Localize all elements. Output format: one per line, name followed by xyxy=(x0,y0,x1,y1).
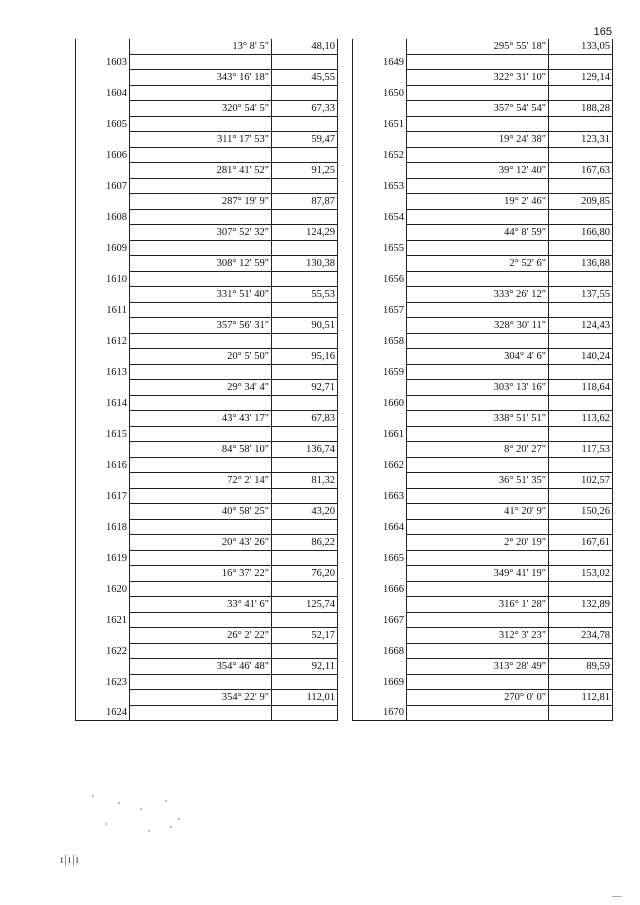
point-number: 1664 xyxy=(353,504,407,535)
point-number: 1612 xyxy=(76,318,130,349)
point-number: 1605 xyxy=(76,101,130,132)
empty-cell xyxy=(130,365,272,380)
point-number: 1621 xyxy=(76,597,130,628)
measurement-row xyxy=(76,194,338,210)
direction-angle: 40° 58' 25" xyxy=(130,504,272,520)
direction-angle: 338° 51' 51" xyxy=(407,411,549,427)
distance-value: 45,55 xyxy=(272,70,338,86)
empty-cell xyxy=(272,675,338,690)
distance-value: 124,43 xyxy=(549,318,613,334)
empty-cell xyxy=(549,675,613,690)
distance-value: 117,53 xyxy=(549,442,613,458)
measurement-row xyxy=(76,535,338,551)
scan-speck xyxy=(165,800,167,802)
measurement-row xyxy=(353,225,613,241)
coordinate-table-left xyxy=(75,39,338,721)
empty-cell xyxy=(407,86,549,101)
empty-cell xyxy=(272,489,338,504)
direction-angle: 19° 2' 46" xyxy=(407,194,549,210)
distance-value: 48,10 xyxy=(272,39,338,55)
empty-cell xyxy=(130,520,272,535)
measurement-row xyxy=(76,442,338,458)
empty-cell xyxy=(549,582,613,597)
direction-angle: 41° 20' 9" xyxy=(407,504,549,520)
empty-cell xyxy=(272,210,338,225)
direction-angle: 26° 2' 22" xyxy=(130,628,272,644)
distance-value: 52,17 xyxy=(272,628,338,644)
direction-angle: 349° 41' 19" xyxy=(407,566,549,582)
distance-value: 43,20 xyxy=(272,504,338,520)
empty-cell xyxy=(407,334,549,349)
scan-speck xyxy=(148,830,150,832)
direction-angle: 20° 5' 50" xyxy=(130,349,272,365)
direction-angle: 2° 20' 19" xyxy=(407,535,549,551)
direction-angle: 354° 46' 48" xyxy=(130,659,272,675)
direction-angle: 333° 26' 12" xyxy=(407,287,549,303)
empty-cell xyxy=(407,675,549,690)
point-number: 1614 xyxy=(76,380,130,411)
distance-value: 125,74 xyxy=(272,597,338,613)
measurement-row xyxy=(353,256,613,272)
distance-value: 81,32 xyxy=(272,473,338,489)
empty-cell xyxy=(549,427,613,442)
direction-angle: 2° 52' 6" xyxy=(407,256,549,272)
point-number: 1619 xyxy=(76,535,130,566)
empty-cell xyxy=(549,334,613,349)
measurement-row xyxy=(353,163,613,179)
direction-angle: 13° 8' 5" xyxy=(130,39,272,55)
direction-angle: 16° 37' 22" xyxy=(130,566,272,582)
scan-speck xyxy=(178,818,180,820)
point-number: 1613 xyxy=(76,349,130,380)
point-number: 1654 xyxy=(353,194,407,225)
empty-cell xyxy=(407,706,549,721)
direction-angle: 43° 43' 17" xyxy=(130,411,272,427)
empty-cell xyxy=(130,489,272,504)
direction-angle: 20° 43' 26" xyxy=(130,535,272,551)
direction-angle: 33° 41' 6" xyxy=(130,597,272,613)
empty-cell xyxy=(549,706,613,721)
point-number: 1606 xyxy=(76,132,130,163)
empty-cell xyxy=(272,303,338,318)
point-number: 1651 xyxy=(353,101,407,132)
empty-cell xyxy=(130,241,272,256)
empty-cell xyxy=(272,365,338,380)
measurement-row xyxy=(76,566,338,582)
distance-value: 136,88 xyxy=(549,256,613,272)
empty-cell xyxy=(407,241,549,256)
measurement-row xyxy=(353,473,613,489)
measurement-row xyxy=(76,659,338,675)
measurement-row xyxy=(353,349,613,365)
empty-cell xyxy=(130,334,272,349)
measurement-row xyxy=(353,690,613,706)
distance-value: 133,05 xyxy=(549,39,613,55)
point-number: 1615 xyxy=(76,411,130,442)
empty-cell xyxy=(272,458,338,473)
empty-cell xyxy=(130,117,272,132)
distance-value: 167,61 xyxy=(549,535,613,551)
scan-speck xyxy=(105,823,107,825)
direction-angle: 343° 16' 18" xyxy=(130,70,272,86)
measurement-row xyxy=(76,628,338,644)
point-number: 1663 xyxy=(353,473,407,504)
point-number: 1670 xyxy=(353,690,407,721)
measurement-row xyxy=(353,318,613,334)
point-number: 1661 xyxy=(353,411,407,442)
distance-value: 129,14 xyxy=(549,70,613,86)
empty-cell xyxy=(130,210,272,225)
distance-value: 132,89 xyxy=(549,597,613,613)
measurement-row xyxy=(76,39,338,55)
empty-cell xyxy=(549,241,613,256)
measurement-row xyxy=(76,318,338,334)
measurement-row xyxy=(353,535,613,551)
distance-value: 90,51 xyxy=(272,318,338,334)
measurement-row xyxy=(353,442,613,458)
point-number: 1608 xyxy=(76,194,130,225)
distance-value: 102,57 xyxy=(549,473,613,489)
point-number: 1620 xyxy=(76,566,130,597)
direction-angle: 311° 17' 53" xyxy=(130,132,272,148)
empty-cell xyxy=(272,582,338,597)
distance-value: 112,01 xyxy=(272,690,338,706)
empty-cell xyxy=(130,613,272,628)
direction-angle: 29° 34' 4" xyxy=(130,380,272,396)
point-number: 1622 xyxy=(76,628,130,659)
point-number: 1657 xyxy=(353,287,407,318)
empty-cell xyxy=(130,86,272,101)
measurement-row xyxy=(76,101,338,117)
point-number: 1666 xyxy=(353,566,407,597)
empty-cell xyxy=(407,117,549,132)
empty-cell xyxy=(130,55,272,70)
direction-angle: 331° 51' 40" xyxy=(130,287,272,303)
point-number: 1609 xyxy=(76,225,130,256)
distance-value: 76,20 xyxy=(272,566,338,582)
empty-cell xyxy=(549,644,613,659)
distance-value: 113,62 xyxy=(549,411,613,427)
point-number: 1669 xyxy=(353,659,407,690)
distance-value: 55,53 xyxy=(272,287,338,303)
measurement-row xyxy=(353,132,613,148)
measurement-row xyxy=(76,473,338,489)
direction-angle: 303° 13' 16" xyxy=(407,380,549,396)
empty-cell xyxy=(549,396,613,411)
empty-cell xyxy=(272,117,338,132)
distance-value: 137,55 xyxy=(549,287,613,303)
measurement-row xyxy=(353,70,613,86)
measurement-row xyxy=(76,504,338,520)
measurement-row xyxy=(76,225,338,241)
distance-value: 234,78 xyxy=(549,628,613,644)
distance-value: 95,16 xyxy=(272,349,338,365)
empty-cell xyxy=(549,210,613,225)
empty-cell xyxy=(407,55,549,70)
empty-cell xyxy=(130,148,272,163)
direction-angle: 313° 28' 49" xyxy=(407,659,549,675)
direction-angle: 357° 54' 54" xyxy=(407,101,549,117)
point-number: 1667 xyxy=(353,597,407,628)
distance-value: 130,38 xyxy=(272,256,338,272)
distance-value: 91,25 xyxy=(272,163,338,179)
distance-value: 86,22 xyxy=(272,535,338,551)
distance-value: 67,83 xyxy=(272,411,338,427)
measurement-row xyxy=(76,70,338,86)
direction-angle: 270° 0' 0" xyxy=(407,690,549,706)
direction-angle: 322° 31' 10" xyxy=(407,70,549,86)
empty-cell xyxy=(130,675,272,690)
distance-value: 209,85 xyxy=(549,194,613,210)
point-number: 1610 xyxy=(76,256,130,287)
empty-cell xyxy=(272,334,338,349)
measurement-row xyxy=(353,194,613,210)
distance-value: 92,11 xyxy=(272,659,338,675)
direction-angle: 320° 54' 5" xyxy=(130,101,272,117)
direction-angle: 36° 51' 35" xyxy=(407,473,549,489)
empty-cell xyxy=(549,613,613,628)
measurement-row xyxy=(76,380,338,396)
measurement-row xyxy=(76,132,338,148)
empty-cell xyxy=(130,706,272,721)
empty-cell xyxy=(407,365,549,380)
empty-cell xyxy=(130,272,272,287)
empty-cell xyxy=(549,86,613,101)
empty-cell xyxy=(272,520,338,535)
measurement-row xyxy=(353,566,613,582)
point-number: 1650 xyxy=(353,70,407,101)
scan-speck xyxy=(170,826,172,828)
direction-angle: 84° 58' 10" xyxy=(130,442,272,458)
empty-cell xyxy=(549,365,613,380)
direction-angle: 328° 30' 11" xyxy=(407,318,549,334)
measurement-row xyxy=(76,597,338,613)
point-number: 1611 xyxy=(76,287,130,318)
point-number: 1616 xyxy=(76,442,130,473)
empty-cell xyxy=(407,210,549,225)
empty-cell xyxy=(272,241,338,256)
point-number: 1652 xyxy=(353,132,407,163)
empty-cell xyxy=(407,396,549,411)
measurement-row xyxy=(353,287,613,303)
empty-cell xyxy=(272,551,338,566)
empty-cell xyxy=(130,582,272,597)
distance-value: 167,63 xyxy=(549,163,613,179)
empty-cell xyxy=(272,272,338,287)
empty-cell xyxy=(549,55,613,70)
distance-value: 112,81 xyxy=(549,690,613,706)
measurement-row xyxy=(353,597,613,613)
point-number: 1655 xyxy=(353,225,407,256)
point-number: 1604 xyxy=(76,70,130,101)
empty-cell xyxy=(549,489,613,504)
point-number: 1659 xyxy=(353,349,407,380)
empty-cell xyxy=(272,396,338,411)
empty-cell xyxy=(407,179,549,194)
measurement-row xyxy=(353,39,613,55)
direction-angle: 39° 12' 40" xyxy=(407,163,549,179)
empty-cell xyxy=(549,303,613,318)
measurement-row xyxy=(353,411,613,427)
measurement-row xyxy=(353,101,613,117)
measurement-row xyxy=(76,690,338,706)
direction-angle: 357° 56' 31" xyxy=(130,318,272,334)
distance-value: 124,29 xyxy=(272,225,338,241)
point-number: 1617 xyxy=(76,473,130,504)
empty-cell xyxy=(130,458,272,473)
scan-speck xyxy=(140,808,142,810)
distance-value: 153,02 xyxy=(549,566,613,582)
distance-value: 136,74 xyxy=(272,442,338,458)
point-number: 1665 xyxy=(353,535,407,566)
direction-angle: 287° 19' 9" xyxy=(130,194,272,210)
point-number: 1624 xyxy=(76,690,130,721)
empty-cell xyxy=(272,644,338,659)
point-number: 1668 xyxy=(353,628,407,659)
point-number: 1618 xyxy=(76,504,130,535)
coordinate-table-right xyxy=(352,39,613,721)
direction-angle: 304° 4' 6" xyxy=(407,349,549,365)
page-number: 165 xyxy=(593,26,612,38)
point-number: 1649 xyxy=(353,39,407,70)
point-number: 1623 xyxy=(76,659,130,690)
scan-mark: ı|ı|ı xyxy=(60,852,80,866)
distance-value: 140,24 xyxy=(549,349,613,365)
scan-speck xyxy=(118,802,120,804)
direction-angle: 44° 8' 59" xyxy=(407,225,549,241)
empty-cell xyxy=(549,272,613,287)
empty-cell xyxy=(130,303,272,318)
empty-cell xyxy=(272,427,338,442)
measurement-row xyxy=(76,349,338,365)
empty-cell xyxy=(549,520,613,535)
empty-cell xyxy=(407,489,549,504)
empty-cell xyxy=(407,272,549,287)
direction-angle: 19° 24' 38" xyxy=(407,132,549,148)
point-number: 1603 xyxy=(76,39,130,70)
direction-angle: 316° 1' 28" xyxy=(407,597,549,613)
direction-angle: 295° 55' 18" xyxy=(407,39,549,55)
distance-value: 67,33 xyxy=(272,101,338,117)
empty-cell xyxy=(549,148,613,163)
point-number: 1660 xyxy=(353,380,407,411)
distance-value: 150,26 xyxy=(549,504,613,520)
empty-cell xyxy=(407,551,549,566)
point-number: 1662 xyxy=(353,442,407,473)
direction-angle: 307° 52' 32" xyxy=(130,225,272,241)
distance-value: 87,87 xyxy=(272,194,338,210)
empty-cell xyxy=(407,520,549,535)
scan-speck xyxy=(92,795,94,797)
measurement-row xyxy=(353,504,613,520)
empty-cell xyxy=(130,427,272,442)
empty-cell xyxy=(407,613,549,628)
point-number: 1658 xyxy=(353,318,407,349)
measurement-row xyxy=(76,163,338,179)
empty-cell xyxy=(130,396,272,411)
direction-angle: 281° 41' 52" xyxy=(130,163,272,179)
empty-cell xyxy=(272,706,338,721)
distance-value: 118,64 xyxy=(549,380,613,396)
empty-cell xyxy=(130,644,272,659)
empty-cell xyxy=(407,303,549,318)
empty-cell xyxy=(549,551,613,566)
measurement-row xyxy=(353,380,613,396)
empty-cell xyxy=(407,427,549,442)
measurement-row xyxy=(353,628,613,644)
distance-value: 92,71 xyxy=(272,380,338,396)
point-number: 1607 xyxy=(76,163,130,194)
empty-cell xyxy=(549,179,613,194)
empty-cell xyxy=(272,86,338,101)
direction-angle: 354° 22' 9" xyxy=(130,690,272,706)
empty-cell xyxy=(130,179,272,194)
point-number: 1653 xyxy=(353,163,407,194)
empty-cell xyxy=(549,458,613,473)
empty-cell xyxy=(272,55,338,70)
direction-angle: 8° 20' 27" xyxy=(407,442,549,458)
footer-line xyxy=(612,896,622,897)
empty-cell xyxy=(272,179,338,194)
distance-value: 188,28 xyxy=(549,101,613,117)
direction-angle: 308° 12' 59" xyxy=(130,256,272,272)
measurement-row xyxy=(76,287,338,303)
empty-cell xyxy=(407,458,549,473)
direction-angle: 312° 3' 23" xyxy=(407,628,549,644)
empty-cell xyxy=(407,644,549,659)
empty-cell xyxy=(407,148,549,163)
point-number: 1656 xyxy=(353,256,407,287)
distance-value: 89,59 xyxy=(549,659,613,675)
empty-cell xyxy=(272,148,338,163)
distance-value: 59,47 xyxy=(272,132,338,148)
distance-value: 166,80 xyxy=(549,225,613,241)
empty-cell xyxy=(407,582,549,597)
empty-cell xyxy=(272,613,338,628)
measurement-row xyxy=(76,411,338,427)
direction-angle: 72° 2' 14" xyxy=(130,473,272,489)
empty-cell xyxy=(549,117,613,132)
measurement-row xyxy=(353,659,613,675)
distance-value: 123,31 xyxy=(549,132,613,148)
measurement-row xyxy=(76,256,338,272)
empty-cell xyxy=(130,551,272,566)
